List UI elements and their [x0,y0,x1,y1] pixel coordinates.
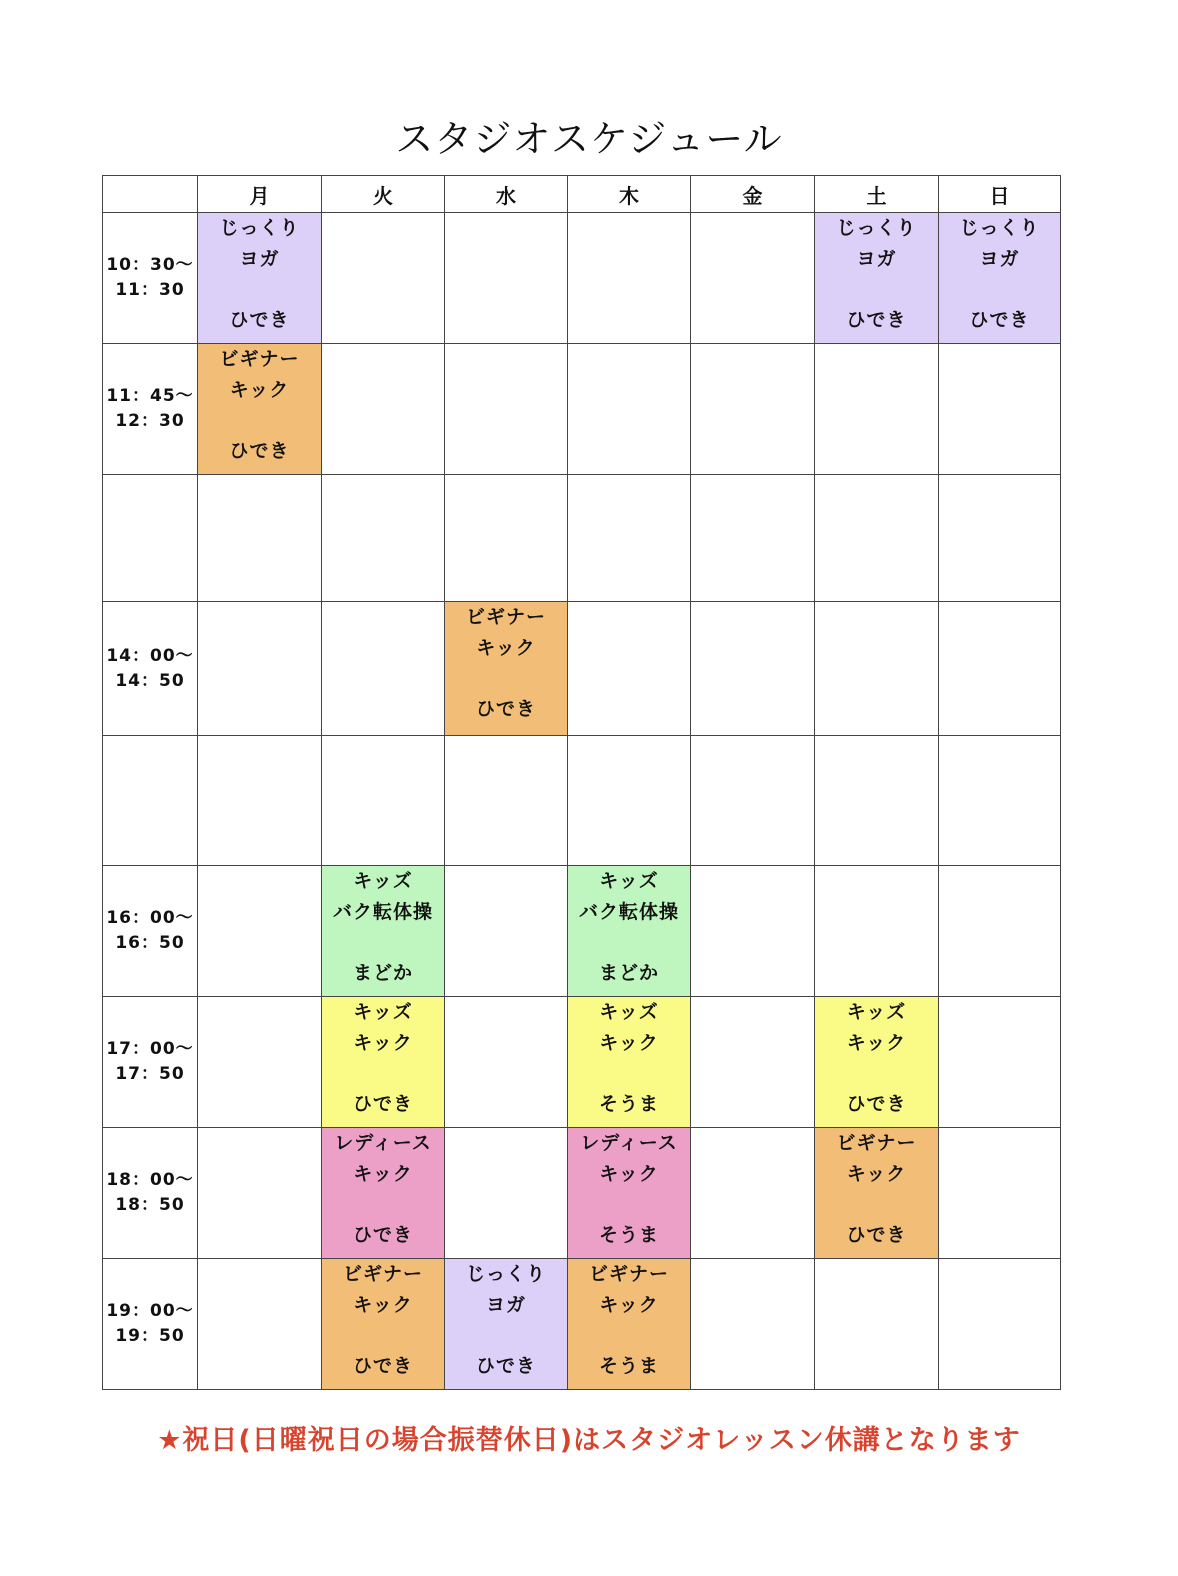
empty-cell [939,866,1061,997]
schedule-row [103,213,1061,344]
empty-cell [939,344,1061,475]
lesson-name-line2: キック [846,1162,907,1185]
lesson-name-line2: バク転体操 [332,900,433,923]
lesson-cell [815,1128,939,1259]
lesson-name-line1: キッズ [353,1001,413,1023]
empty-cell [691,866,815,997]
empty-cell [445,1128,568,1259]
time-start: 11：45〜 [106,386,194,406]
time-start: 17：00〜 [106,1039,194,1059]
spacer [815,1189,938,1220]
time-slot [103,344,198,475]
time-end: 18：50 [115,1195,185,1215]
instructor-name: ひでき [352,1092,413,1115]
time-start: 19：00〜 [106,1301,194,1321]
empty-cell [445,736,568,866]
spacer [445,1320,567,1351]
lesson-cell [322,866,445,997]
empty-cell [445,866,568,997]
spacer [445,663,567,694]
empty-cell [691,602,815,736]
lesson-name-line2: ヨガ [485,1293,526,1316]
instructor-name: まどか [352,961,413,984]
spacer [568,1189,690,1220]
empty-cell [322,344,445,475]
spacer [198,405,321,436]
instructor-name: まどか [598,961,659,984]
instructor-name: そうま [598,1223,659,1246]
time-end: 14：50 [115,670,185,691]
empty-cell [691,736,815,866]
empty-cell [691,1128,815,1259]
lesson-name-line1: ビギナー [342,1263,423,1285]
spacer [815,1058,938,1089]
day-header: 土 [815,176,939,213]
empty-cell [691,1259,815,1390]
lesson-cell [198,213,322,344]
lesson-name-line2: キック [846,1031,907,1054]
lesson-name-line2: キック [353,1031,413,1054]
empty-cell [322,602,445,736]
lesson-name-line2: キック [229,378,290,401]
lesson-cell [568,1128,691,1259]
holiday-note: ★祝日(日曜祝日の場合振替休日)はスタジオレッスン休講となります [157,1425,1021,1456]
corner-cell [103,176,198,213]
instructor-name: そうま [598,1092,659,1115]
lesson-cell [568,997,691,1128]
schedule-row [103,1128,1061,1259]
schedule-row [103,866,1061,997]
empty-cell [815,344,939,475]
empty-cell [691,997,815,1128]
schedule-row [103,344,1061,475]
empty-cell [568,602,691,736]
time-slot [103,213,198,344]
spacer [568,1320,690,1351]
spacer [322,1189,444,1220]
empty-cell [322,213,445,344]
empty-cell [815,475,939,602]
time-slot [103,1259,198,1390]
instructor-name: ひでき [352,1223,413,1246]
empty-cell [198,475,322,602]
spacer [939,274,1060,305]
empty-cell [445,997,568,1128]
spacer [322,927,444,958]
day-header: 木 [568,176,691,213]
lesson-name-line2: キック [599,1162,659,1185]
lesson-cell [322,1259,445,1390]
empty-cell [939,602,1061,736]
empty-cell [815,736,939,866]
empty-cell [815,602,939,736]
instructor-name: ひでき [475,1354,536,1377]
lesson-name-line1: レディース [580,1132,678,1154]
empty-cell [815,1259,939,1390]
lesson-name-line2: キック [353,1293,413,1316]
time-end: 17：50 [115,1064,185,1084]
empty-cell [445,344,568,475]
time-end: 19：50 [115,1326,185,1346]
page-title: スタジオスケジュール [395,117,783,161]
lesson-name-line1: じっくり [836,217,917,239]
instructor-name: ひでき [846,1223,907,1246]
lesson-cell [815,997,939,1128]
time-start: 16：00〜 [106,908,194,928]
empty-cell [568,213,691,344]
empty-cell [568,736,691,866]
empty-cell [691,213,815,344]
lesson-cell [568,866,691,997]
schedule-row [103,1259,1061,1390]
empty-cell [691,344,815,475]
empty-cell [198,1128,322,1259]
lesson-cell [198,344,322,475]
instructor-name: ひでき [229,308,290,331]
lesson-name-line1: キッズ [599,870,659,892]
lesson-cell [445,1259,568,1390]
lesson-name-line2: キック [353,1162,413,1185]
empty-cell [939,736,1061,866]
empty-cell [939,475,1061,602]
schedule-row [103,997,1061,1128]
lesson-name-line1: ビギナー [465,606,546,628]
empty-cell [198,1259,322,1390]
empty-cell [198,997,322,1128]
schedule-body [103,213,1061,1390]
lesson-cell [939,213,1061,344]
lesson-name-line1: キッズ [599,1001,659,1023]
time-slot [103,997,198,1128]
spacer [568,927,690,958]
instructor-name: ひでき [352,1354,413,1377]
empty-cell [939,1128,1061,1259]
time-slot [103,1128,198,1259]
time-start: 14：00〜 [106,645,194,666]
lesson-cell [568,1259,691,1390]
time-end: 11：30 [115,280,185,300]
spacer [815,274,938,305]
lesson-cell [322,997,445,1128]
schedule-row [103,736,1061,866]
time-slot [103,475,198,602]
empty-cell [568,344,691,475]
lesson-name-line2: バク転体操 [578,900,679,923]
empty-cell [322,475,445,602]
lesson-name-line1: じっくり [465,1263,546,1285]
day-header: 金 [691,176,815,213]
lesson-name-line1: キッズ [353,870,413,892]
lesson-name-line1: レディース [334,1132,432,1154]
spacer [322,1320,444,1351]
day-header: 月 [198,176,322,213]
empty-cell [939,1259,1061,1390]
lesson-name-line2: キック [599,1031,659,1054]
lesson-name-line1: ビギナー [836,1132,917,1154]
empty-cell [939,997,1061,1128]
empty-cell [198,866,322,997]
day-header: 日 [939,176,1061,213]
empty-cell [322,736,445,866]
time-slot [103,602,198,736]
schedule-row [103,602,1061,736]
spacer [322,1058,444,1089]
lesson-name-line2: ヨガ [979,247,1020,270]
instructor-name: ひでき [229,439,290,462]
empty-cell [445,475,568,602]
time-slot [103,866,198,997]
lesson-name-line1: ビギナー [219,348,300,370]
empty-cell [815,866,939,997]
lesson-name-line1: じっくり [959,217,1040,239]
day-header: 水 [445,176,568,213]
lesson-name-line1: ビギナー [588,1263,669,1285]
time-end: 12：30 [115,411,185,431]
schedule-table [102,175,1061,1390]
day-header: 火 [322,176,445,213]
lesson-name-line2: ヨガ [856,247,897,270]
lesson-name-line2: キック [476,636,536,659]
instructor-name: ひでき [846,308,907,331]
lesson-name-line1: キッズ [846,1001,907,1023]
time-start: 10：30〜 [106,255,194,275]
instructor-name: ひでき [475,697,536,720]
time-start: 18：00〜 [106,1170,194,1190]
lesson-name-line2: ヨガ [239,247,280,270]
empty-cell [198,736,322,866]
empty-cell [691,475,815,602]
empty-cell [568,475,691,602]
time-slot [103,736,198,866]
spacer [568,1058,690,1089]
lesson-cell [322,1128,445,1259]
lesson-name-line1: じっくり [219,217,300,239]
lesson-name-line2: キック [599,1293,659,1316]
day-header-row [103,176,1061,213]
instructor-name: ひでき [846,1092,907,1115]
empty-cell [198,602,322,736]
lesson-cell [815,213,939,344]
spacer [198,274,321,305]
time-end: 16：50 [115,933,185,953]
schedule-row [103,475,1061,602]
instructor-name: そうま [598,1354,659,1377]
instructor-name: ひでき [969,308,1030,331]
lesson-cell [445,602,568,736]
empty-cell [445,213,568,344]
